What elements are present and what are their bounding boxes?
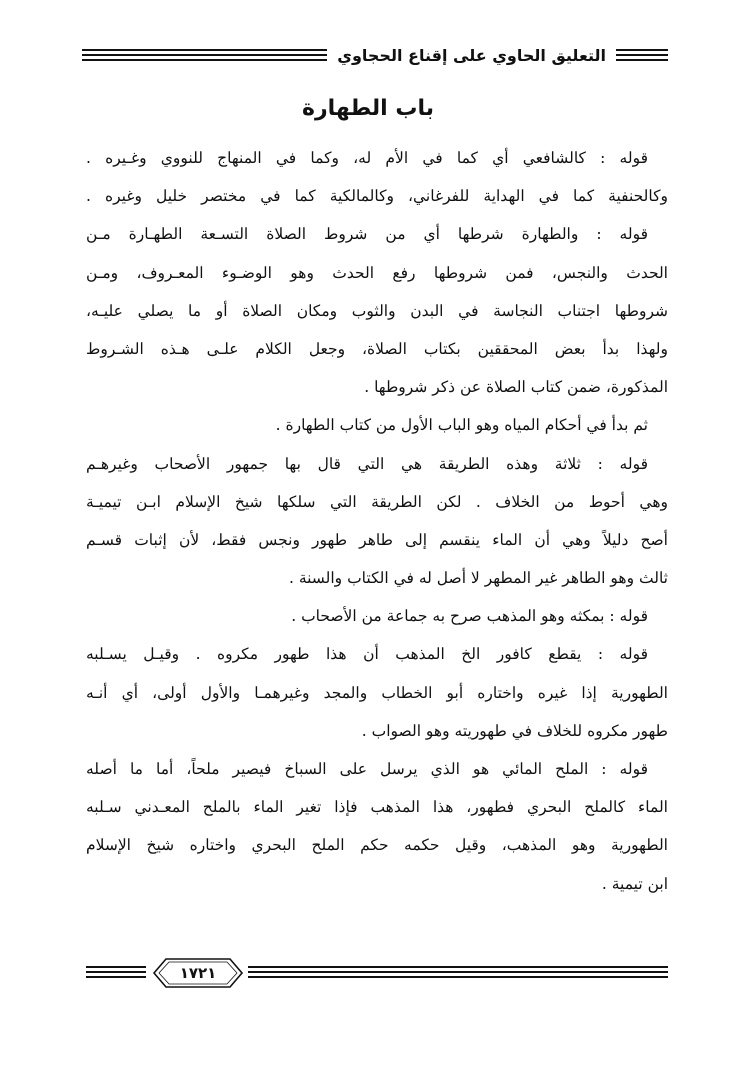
- page-number-badge: [152, 957, 244, 989]
- text-line: الطهورية إذا غيره واختاره أبو الخطاب والمجد وغيرهمـا والأول أولى، أي أنـه: [86, 683, 668, 702]
- header-rule-right: [616, 49, 668, 61]
- text-line: قوله : والطهارة شرطها أي من شروط الصلاة التسـعة الطهـارة مـن: [86, 225, 648, 244]
- text-line: قوله : يقطع كافور الخ المذهب أن هذا طهور مكروه . وقيـل يسـلبه: [86, 645, 648, 664]
- chapter-title: باب الطهارة: [302, 96, 434, 121]
- text-line: شروطها اجتناب النجاسة في البدن والثوب ومكان الصلاة أو ما يصلي عليـه،: [86, 301, 668, 320]
- text-line: قوله : الملح المائي هو الذي يرسل على السباخ فيصير ملحاً، أما ما أصله: [86, 760, 648, 778]
- footer-rule-right: [248, 966, 668, 978]
- text-line: قوله : ثلاثة وهذه الطريقة هي التي قال بها جمهور الأصحاب وغيرهـم: [86, 454, 648, 473]
- text-line: أصح دليلاً وهي أن الماء ينقسم إلى طاهر طهور ونجس فقط، لأن إثبات قسـم: [86, 530, 668, 549]
- text-line: ولهذا بدأ بعض المحققين بكتاب الصلاة، وجعل الكلام علـى هـذه الشـروط: [86, 339, 668, 358]
- header-rule-left: [82, 49, 327, 61]
- book-title: التعليق الحاوي على إقناع الحجاوي: [337, 45, 606, 65]
- text-line: ثالث وهو الطاهر غير المطهر لا أصل له في الكتاب والسنة .: [288, 569, 668, 588]
- text-line: وكالحنفية كما في الهداية للفرغاني، وكالمالكية كما في مختصر خليل وغيره .: [86, 187, 668, 206]
- running-header: [82, 40, 668, 70]
- text-line: ابن تيمية .: [601, 874, 668, 893]
- body-text: [86, 139, 668, 903]
- text-line: ثم بدأ في أحكام المياه وهو الباب الأول من كتاب الطهارة .: [275, 416, 648, 435]
- text-line: الطهورية وهو المذهب، وقيل حكمه حكم الملح البحري واختاره شيخ الإسلام: [86, 836, 668, 855]
- page-footer: [86, 957, 668, 993]
- text-line: قوله : كالشافعي أي كما في الأم له، وكما في المنهاج للنووي وغـيره .: [86, 149, 648, 167]
- text-line: الماء كالملح البحري فطهور، هذا المذهب فإذا تغير الماء بالملح المعـدني سـلبه: [86, 798, 668, 817]
- text-line: المذكورة، ضمن كتاب الصلاة عن ذكر شروطها .: [364, 378, 668, 397]
- text-line: وهي أحوط من الخلاف . لكن الطريقة التي سلكها شيخ الإسلام ابـن تيميـة: [86, 492, 668, 511]
- text-line: قوله : بمكثه وهو المذهب صرح به جماعة من الأصحاب .: [291, 607, 648, 626]
- footer-rule-left: [86, 966, 146, 978]
- page-number: ١٧٢١: [179, 964, 217, 982]
- text-line: طهور مكروه للخلاف في طهوريته وهو الصواب .: [361, 721, 668, 740]
- text-line: الحدث والنجس، فمن شروطها رفع الحدث وهو الوضـوء المعـروف، ومـن: [86, 263, 668, 282]
